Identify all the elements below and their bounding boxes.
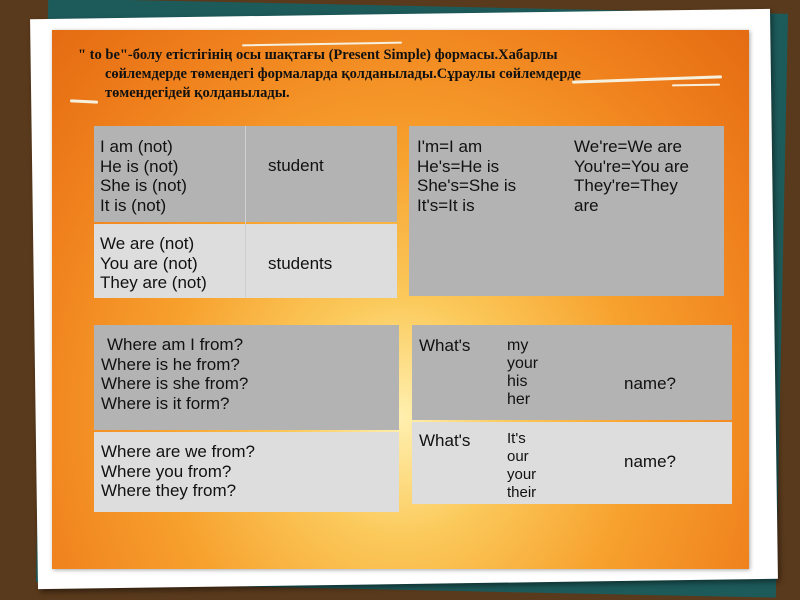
heading-line-3: төмендегідей қолданылады. (105, 85, 290, 101)
possessive-word: his (507, 373, 528, 390)
row2-lead (419, 431, 470, 451)
form-line: It is (not) (100, 195, 167, 215)
contraction-line: You're=You are (574, 156, 689, 176)
name-question-label: name? (624, 374, 676, 393)
forms-singular-noun (268, 156, 324, 176)
slide-heading (78, 46, 728, 103)
contraction-line: She's=She is (417, 176, 517, 195)
whats-label: What's (419, 431, 471, 450)
row1-lead (419, 336, 470, 356)
possessive-word: their (507, 484, 537, 501)
whats-label: What's (419, 336, 471, 355)
table-divider (245, 126, 246, 298)
row2-possessives (507, 430, 536, 502)
contractions-left (417, 137, 516, 215)
forms-plural-noun (268, 254, 332, 274)
question-line: Where are we from? (101, 442, 255, 461)
question-line: Where is he from? (101, 354, 240, 374)
question-line: Where they from? (101, 481, 237, 500)
possessive-word: her (507, 391, 531, 408)
heading-line-2: сөйлемдерде төмендегі формаларда қолданылады.Сұраулы сөйлемдерде (105, 66, 581, 82)
possessive-word: your (507, 355, 539, 372)
name-question-label: name? (624, 452, 676, 471)
contraction-line: We're=We are (574, 137, 682, 156)
form-line: He is (not) (100, 156, 179, 176)
contraction-line: They're=They (574, 176, 678, 195)
row1-possessives (507, 337, 538, 409)
contraction-line: are (574, 195, 599, 215)
row2-tail (624, 452, 676, 472)
forms-singular-cell (100, 137, 187, 215)
form-line: You are (not) (100, 253, 198, 273)
contractions-right (574, 137, 689, 215)
form-line: They are (not) (100, 273, 207, 292)
noun-students: students (268, 254, 333, 273)
form-line: We are (not) (100, 234, 195, 253)
question-line: Where am I from? (107, 335, 244, 354)
contraction-line: It's=It is (417, 195, 475, 215)
question-line: Where you from? (101, 461, 232, 481)
question-line: Where is she from? (101, 374, 249, 393)
forms-plural-cell (100, 234, 207, 293)
noun-student: student (268, 156, 324, 175)
questions-singular-cell (101, 335, 248, 413)
form-line: She is (not) (100, 176, 187, 195)
form-line: I am (not) (100, 137, 173, 156)
question-line: Where is it form? (101, 393, 230, 413)
possessive-word: our (507, 448, 529, 465)
contraction-line: I'm=I am (417, 137, 483, 156)
possessive-word: my (507, 337, 529, 354)
heading-line-1: " to be"-болу етістігінің осы шақтағы (Present Simple) формасы.Хабарлы (78, 47, 558, 63)
possessive-word: your (507, 466, 537, 483)
questions-plural-cell (101, 442, 255, 501)
row1-tail (624, 374, 676, 394)
possessive-word: It's (507, 430, 526, 447)
contraction-line: He's=He is (417, 156, 500, 176)
